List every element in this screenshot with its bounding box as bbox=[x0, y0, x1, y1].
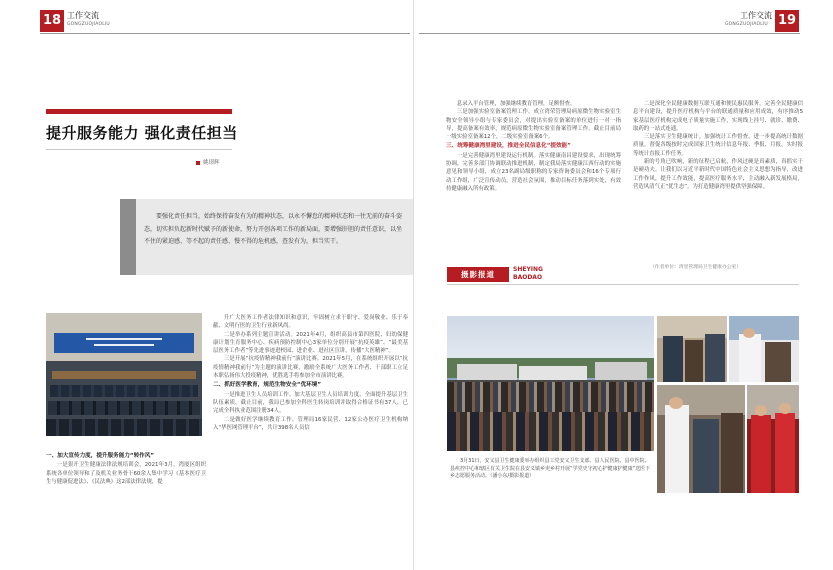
paragraph: 二是做好医学继续教育工作。管理局16家民营、12家公办医疗卫生机构纳入“华医网管理平台”，共计398名人员信 bbox=[213, 416, 408, 431]
photo-report-pinyin-1: SHEYING bbox=[513, 266, 543, 273]
photo-report-pinyin-2: BAODAO bbox=[513, 274, 543, 281]
section-heading-3: 三、统筹健康湾里建设，推进全民信息化“提效能” bbox=[446, 143, 571, 150]
paragraph: 三是落实卫生健康统计。加强统计工作督查，进一步提高统计数据质量，督促各级按时完成国家卫生统计信息年报、季报、月报，实时报等统计直报工作任务。 bbox=[633, 134, 803, 157]
left-column-right bbox=[213, 314, 408, 432]
right-page bbox=[414, 0, 833, 570]
photo-report-rule bbox=[447, 284, 799, 285]
volunteers-photo bbox=[747, 385, 799, 493]
outdoor-clinic-photo bbox=[447, 316, 654, 451]
left-page bbox=[0, 0, 414, 570]
paragraph: 一是狠开卫生健康法律法规培训会。2021年3月，湾厦区组织系统各单位领导和了及机关业务骨干60余人集中学习《基本医疗卫生与健康促进法》、《民法典》这2部法律法规，提 bbox=[46, 462, 206, 485]
paragraph: 三是开展“抗疫情精神我前行”演讲比赛。2021年5月，在系统组织开展以“抗疫情精神我前行”为主题的演讲比赛，激励全系统广大医务工作者、干部职工立足本职弘扬伟大投疫精神，优胜选手将参加全市演讲比赛。 bbox=[213, 356, 408, 380]
section-heading-1: 一、加大宣传力度，提升服务能力“转作风” bbox=[46, 453, 155, 459]
headline-accent-bar bbox=[46, 109, 232, 114]
header-title: 工作交流 bbox=[740, 11, 772, 20]
author-note: （作者单位：湾里管理局卫生健康办公室） bbox=[650, 265, 742, 270]
blood-pressure-check-photo bbox=[657, 385, 745, 493]
header-rule bbox=[40, 33, 410, 34]
paragraph: 一是完善健康湾里建设运行机制。落实健康南昌建设要求，出现统筹协调，完善多部门协调联动推进机制，制定我局落实健康江西行动的实施意见和领导小组，成立23名副局级职称的专家咨询委员会和16个专项行动工作组，广泛宣传动员，营造社会氛围，推动目标任务落到实处，有效持健康融入所有政策。 bbox=[446, 152, 621, 192]
paragraph: 一是推进卫生人员培训工作。加大基层卫生人员培训力度，全面提升基层卫生队伍素质，截止目前，我局已参加全科医生转岗培训并取得合格证书有37人，已完成全科执业范围注册34人。 bbox=[213, 391, 408, 415]
abstract-box bbox=[120, 199, 414, 275]
header-rule bbox=[419, 33, 800, 34]
meeting-photo bbox=[46, 313, 202, 436]
author-line bbox=[196, 158, 220, 166]
headline-rule bbox=[46, 149, 232, 150]
header-subtitle: GONGZUOJIAOLIU bbox=[725, 22, 768, 27]
headline: 提升服务能力 强化责任担当 bbox=[46, 124, 238, 142]
paragraph: 升广大医务工作者法律知识和意识，牢固树立求于职守、爱岗敬业、乐于奉献、文明行医的卫生行业新风尚。 bbox=[213, 315, 408, 330]
doctor-examination-photo bbox=[729, 316, 799, 382]
photo-caption: 3月31日，安义县卫生健康委举办组织县工党安义卫生支部、县人民医院、县中医院、县疾控中心和辖区有关卫生院在县安义镇乡吏乡村开展“学党史守初心护健康护健康”送医下乡志愿服务活动。（潘小东/摄影报道） bbox=[450, 458, 651, 480]
paragraph: 息录入平台管理，加强继续教育管理，足额督查。 bbox=[456, 101, 576, 107]
author-marker-icon bbox=[196, 161, 200, 165]
left-column-left bbox=[46, 451, 206, 486]
header-title: 工作交流 bbox=[67, 11, 99, 20]
section-heading-2: 二、抓好医学教育，规范生物安全“优环境” bbox=[213, 382, 322, 389]
page-number: 19 bbox=[775, 10, 799, 32]
patient-crowd-photo bbox=[657, 316, 727, 382]
paragraph: 三是加强实验室备案管理工作。成立湾荣管理局病原微生物实验室生物安全领导小组与专家委员会，对提出实验室备案的单位进行一对一指导，提高备案有效率，规范病原微生物实验室备案管理工作。截止目前局一级实验室备案12个，二级实验室备案6个。 bbox=[446, 109, 621, 141]
paragraph: 二是举办系列主题宣讲活动。2021年4月，组织高县市第四医院、妇幼保健康计划生育服务中心、疾病预防控制中心3家单位分别开展“抗疫英雄”、“最美基层医务工作者”等先进事迹进校园、进企业、进社区宣讲，传播“大医精神”。 bbox=[213, 331, 408, 355]
page-number: 18 bbox=[40, 10, 64, 32]
right-column-2 bbox=[633, 100, 803, 191]
author-name: 姚璟辉 bbox=[203, 160, 220, 166]
abstract-tab bbox=[120, 199, 136, 275]
abstract-text: 要强化责任担当，始终保持奋发有为的精神状态，以永不懈怠的精神状态和一往无前的奋斗姿态，切实担负起新时代赋予的新使命，努力开创各项工作的新局面，要增强肝胆的责任意识，以坐不住的紧迫感、等不起的责任感、慢不得的危机感，查发有为，担当实干。 bbox=[144, 213, 403, 245]
photo-report-label: 摄影报道 bbox=[447, 267, 509, 282]
paragraph: 新的号角已吹响，新的征程已启航，作风过硬是真素质，真抓实干是硬功夫。让我们以习近平新时代中国特色社会主义思想为指导，改进工作作风，提升工作效能，提高医疗服务水平，主动融入新发展格局，营造风清气正“优生态”，为打造健康湾里提供坚强保障。 bbox=[633, 159, 803, 190]
right-column-1 bbox=[446, 100, 621, 193]
header-subtitle: GONGZUOJIAOLIU bbox=[67, 22, 110, 27]
paragraph: 二是深化全民健康数据互联互通和便民惠民服务。完善全民健康信息平台建设，提升医疗机构与平台的联通质量和应用成效，有序推动5家基层医疗机构完成电子质量实施工作，实现线上挂号、就诊、缴费、取药的一站式连通。 bbox=[633, 101, 803, 132]
